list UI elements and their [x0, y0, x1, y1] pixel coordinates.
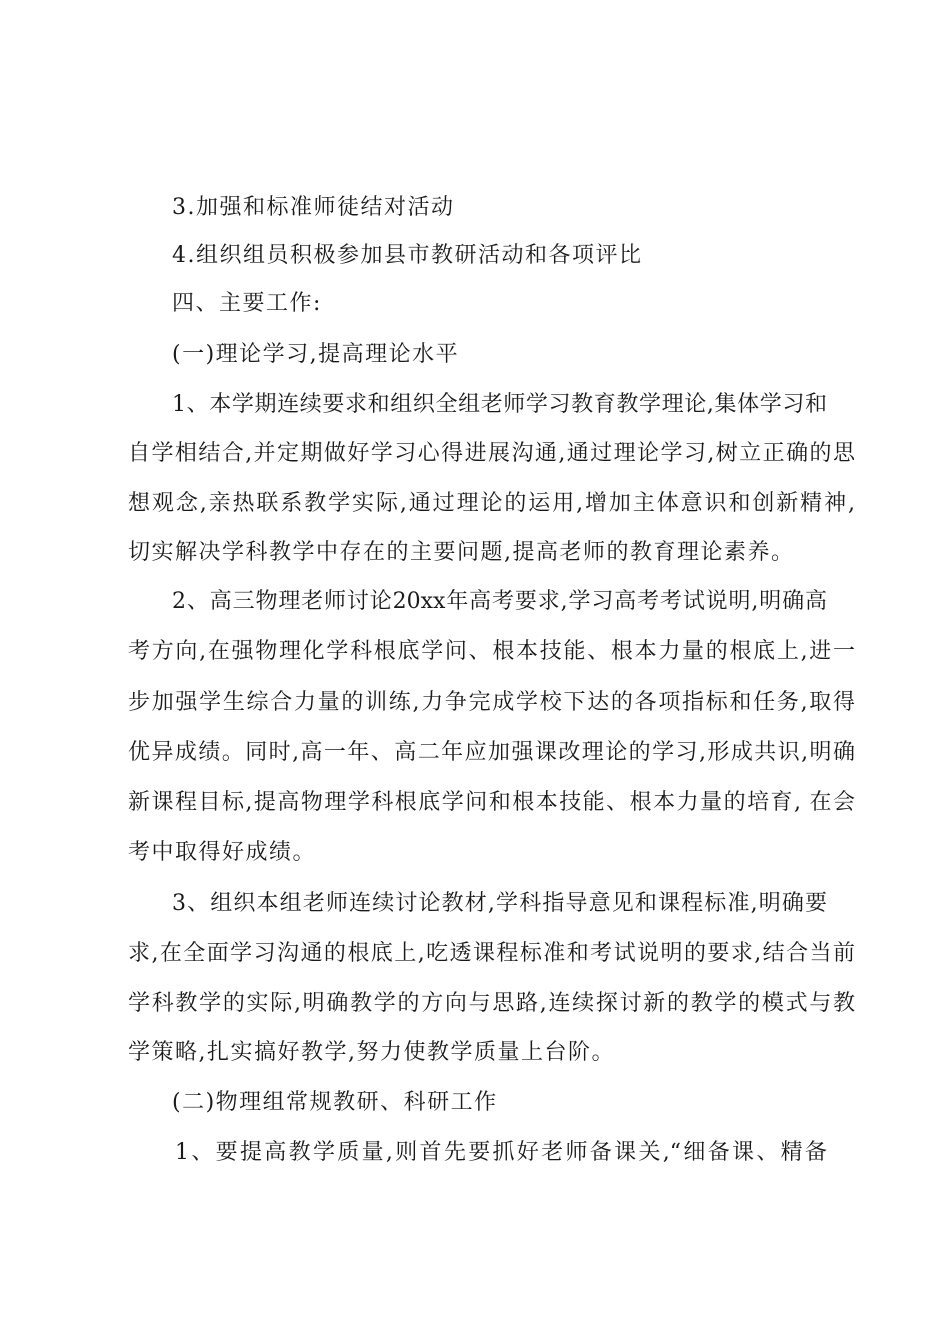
paragraph-line: 想观念,亲热联系教学实际,通过理论的运用,增加主体意识和创新精神,	[128, 491, 855, 516]
paragraph-line: 新课程目标,提高物理学科根底学问和根本技能、根本力量的培育, 在会	[128, 790, 855, 815]
paragraph-line: 1、要提高教学质量,则首先要抓好老师备课关,“细备课、精备	[175, 1140, 827, 1165]
paragraph-line: 学策略,扎实搞好教学,努力使教学质量上台阶。	[128, 1040, 615, 1065]
paragraph-line: 自学相结合,并定期做好学习心得进展沟通,通过理论学习,树立正确的思	[128, 441, 855, 466]
paragraph-line: 求,在全面学习沟通的根底上,吃透课程标准和考试说明的要求,结合当前	[128, 941, 855, 966]
paragraph-line: 考中取得好成绩。	[128, 840, 317, 865]
section-heading-main-work: 四、主要工作:	[172, 291, 322, 316]
paragraph-line: 步加强学生综合力量的训练,力争完成学校下达的各项指标和任务,取得	[128, 690, 855, 715]
paragraph-line: 1、本学期连续要求和组织全组老师学习教育教学理论,集体学习和	[172, 392, 827, 417]
paragraph-line: 2、高三物理老师讨论20xx年高考要求,学习高考考试说明,明确高	[172, 589, 827, 614]
paragraph-line: 优异成绩。同时,高一年、高二年应加强课改理论的学习,形成共识,明确	[128, 740, 855, 765]
list-item-3: 3.加强和标准师徒结对活动	[172, 195, 455, 220]
paragraph-line: 学科教学的实际,明确教学的方向与思路,连续探讨新的教学的模式与教	[128, 991, 855, 1016]
list-item-4: 4.组织组员积极参加县市教研活动和各项评比	[172, 243, 643, 268]
paragraph-line: 切实解决学科教学中存在的主要问题,提高老师的教育理论素养。	[128, 540, 795, 565]
paragraph-line: 3、组织本组老师连续讨论教材,学科指导意见和课程标准,明确要	[172, 891, 827, 916]
paragraph-line: 考方向,在强物理化学科根底学问、根本技能、根本力量的根底上,进一	[128, 639, 855, 664]
subsection-heading-theory: (一)理论学习,提高理论水平	[172, 342, 460, 367]
subsection-heading-routine-research: (二)物理组常规教研、科研工作	[172, 1090, 498, 1115]
